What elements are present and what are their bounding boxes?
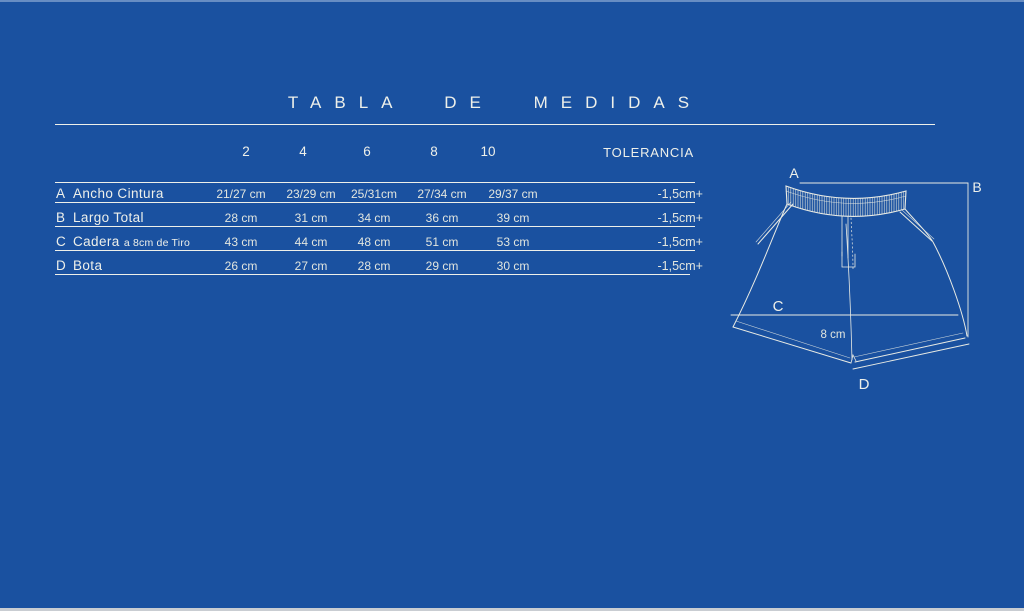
right-leg-hem [855,338,965,362]
cell-a-size8: 27/34 cm [417,187,467,201]
cell-a-size4: 23/29 cm [286,187,336,201]
cell-b-size2: 28 cm [224,211,258,225]
diagram-label-c: C [772,298,784,315]
cell-b-size8: 36 cm [425,211,459,225]
cell-b-size6: 34 cm [357,211,391,225]
cell-d-size2: 26 cm [224,259,258,273]
cell-a-size6: 25/31cm [350,187,398,201]
right-pocket-line [900,212,932,241]
cell-a-tolerance: -1,5cm+ [657,187,703,201]
row-letter-c: C [56,234,66,249]
row-a-divider [55,202,695,203]
row-letter-d: D [56,258,66,273]
cell-b-tolerance: -1,5cm+ [657,211,703,225]
size-header-4: 4 [299,144,307,159]
waistband-elastic [786,186,906,216]
row-d-divider [55,274,690,275]
cell-b-size10: 39 cm [496,211,530,225]
row-label-cadera [73,234,190,249]
row-letter-a: A [56,186,66,201]
top-edge-line [0,0,1024,2]
row-c-divider [55,250,695,251]
cell-d-size10: 30 cm [496,259,530,273]
diagram-label-d: D [858,376,870,393]
row-label-ancho-cintura: Ancho Cintura [73,186,164,201]
title-divider [55,124,935,125]
cell-c-size6: 48 cm [357,235,391,249]
diagram-label-b: B [972,179,982,195]
size-header-8: 8 [430,144,438,159]
row-b-divider [55,226,695,227]
size-header-10: 10 [480,144,496,159]
row-letter-b: B [56,210,66,225]
row-label-largo-total: Largo Total [73,210,144,225]
diagram-annotation-8cm: 8 cm [820,329,846,341]
header-divider [55,182,695,183]
measure-line-d [853,344,969,369]
size-header-6: 6 [363,144,371,159]
row-label-cadera-main: Cadera [73,234,120,249]
cell-c-size4: 44 cm [294,235,328,249]
right-side-seam [905,209,967,336]
cell-b-size4: 31 cm [294,211,328,225]
cell-d-size4: 27 cm [294,259,328,273]
size-header-2: 2 [242,144,250,159]
left-pocket-line [758,204,793,244]
cell-c-size8: 51 cm [425,235,459,249]
cell-d-size8: 29 cm [425,259,459,273]
cell-c-tolerance: -1,5cm+ [657,235,703,249]
cell-c-size2: 43 cm [224,235,258,249]
center-front-seam [846,224,852,360]
cell-a-size2: 21/27 cm [216,187,266,201]
cell-d-tolerance: -1,5cm+ [657,259,703,273]
shorts-technical-drawing [720,160,985,395]
cell-c-size10: 53 cm [496,235,530,249]
row-label-bota: Bota [73,258,103,273]
cell-a-size10: 29/37 cm [488,187,538,201]
row-label-cadera-sub: a 8cm de Tiro [123,237,191,249]
diagram-label-a: A [789,165,799,181]
cell-d-size6: 28 cm [357,259,391,273]
tolerance-header: TOLERANCIA [603,145,694,160]
page-title: TABLA DE MEDIDAS [287,93,703,112]
